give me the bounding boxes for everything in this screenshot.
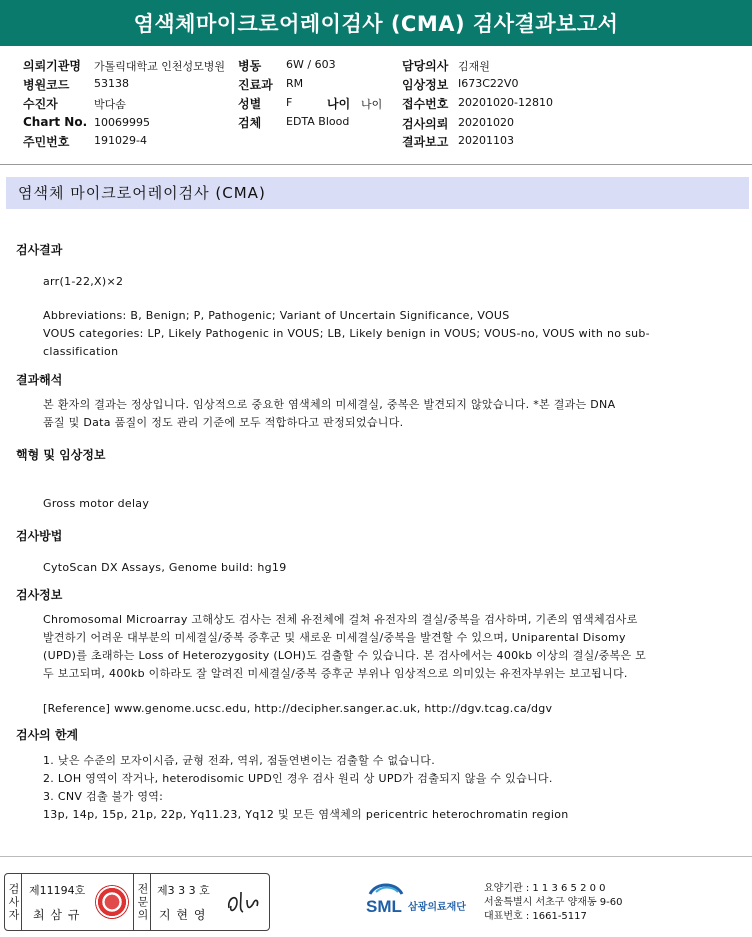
test-info-line-1: Chromosomal Microarray 고해상도 검사는 전체 유전체에 걸쳐 유전자의 결실/중복을 검사하며, 기존의 염색체검사로 bbox=[43, 613, 638, 626]
footer bbox=[0, 858, 752, 937]
age-label: 나이 bbox=[327, 97, 351, 111]
dept-value: RM bbox=[286, 77, 304, 90]
specialist-license: 제3 3 3 호 bbox=[157, 884, 210, 897]
test-info-line-4: 두 보고되며, 400kb 이하라도 잘 알려진 미세결실/중복 증후군 부위나 임상적으로 의미있는 유전자부위는 보고됩니다. bbox=[43, 667, 628, 680]
logo-text: SML bbox=[366, 897, 402, 916]
logo-org-name: 삼광의료재단 bbox=[408, 902, 466, 913]
specimen-value: EDTA Blood bbox=[286, 115, 350, 128]
abbreviations-line: Abbreviations: B, Benign; P, Pathogenic; Variant of Uncertain Significance, VOUS bbox=[43, 309, 510, 322]
org-address: 서울특별시 서초구 양재동 9-60 bbox=[484, 897, 623, 908]
vous-categories-cont: classification bbox=[43, 345, 119, 358]
clinical-info-value: I673C22V0 bbox=[458, 77, 519, 90]
section-banner: 염색체 마이크로어레이검사 (CMA) bbox=[6, 177, 749, 209]
sex-label: 성별 bbox=[238, 97, 262, 111]
method-text: CytoScan DX Assays, Genome build: hg19 bbox=[43, 561, 287, 574]
sml-logo-icon bbox=[366, 880, 478, 916]
test-info-line-3: (UPD)를 초래하는 Loss of Heterozygosity (LOH)도 검출할 수 있습니다. 본 검사에서는 400kb 이상의 결실/중복은 모 bbox=[43, 649, 647, 662]
test-info-line-2: 발견하기 어려운 대부분의 미세결실/중복 증후군 및 새로운 미세결실/중복을 발견할 수 있으며, Uniparental Disomy bbox=[43, 631, 626, 644]
doctor-label: 담당의사 bbox=[402, 59, 449, 73]
ward-label: 병동 bbox=[238, 59, 262, 73]
specialist-vertical-text: 전문의 bbox=[136, 882, 149, 922]
report-date-label: 결과보고 bbox=[402, 135, 449, 149]
interpretation-line-1: 본 환자의 결과는 정상입니다. 임상적으로 중요한 염색체의 미세결실, 중복은 발견되지 않았습니다. *본 결과는 DNA bbox=[43, 398, 616, 411]
org-contact bbox=[484, 882, 623, 924]
request-date-value: 20201020 bbox=[458, 116, 514, 129]
reference-line: [Reference] www.genome.ucsc.edu, http://decipher.sanger.ac.uk, http://dgv.tcag.ca/dgv bbox=[43, 702, 553, 715]
vous-categories-line: VOUS categories: LP, Likely Pathogenic in VOUS; LB, Likely benign in VOUS; VOUS-no, VOUS with no sub- bbox=[43, 327, 650, 340]
chart-no-label: Chart No. bbox=[23, 115, 88, 129]
limitation-item-4: 13p, 14p, 15p, 21p, 22p, Yq11.23, Yq12 및 모든 염색체의 pericentric heterochromatin region bbox=[43, 808, 569, 821]
signature-icon bbox=[225, 888, 261, 918]
specialist-vertical-label bbox=[133, 874, 151, 930]
receipt-value: 20201020-12810 bbox=[458, 96, 553, 109]
receipt-label: 접수번호 bbox=[402, 97, 449, 111]
specimen-label: 검체 bbox=[238, 116, 262, 130]
rrn-value: 191029-4 bbox=[94, 134, 147, 147]
org-phone: 대표번호 : 1661-5117 bbox=[484, 911, 587, 922]
clinical-info-heading: 핵형 및 임상정보 bbox=[16, 448, 106, 462]
method-heading: 검사방법 bbox=[16, 529, 63, 543]
hospital-code-label: 병원코드 bbox=[23, 78, 70, 92]
signature-box bbox=[4, 873, 270, 931]
agency-number: 요양기관 : 1 1 3 6 5 2 0 0 bbox=[484, 883, 606, 894]
test-info-heading: 검사정보 bbox=[16, 588, 63, 602]
report-title: 염색체마이크로어레이검사 (CMA) 검사결과보고서 bbox=[0, 0, 752, 46]
ward-value: 6W / 603 bbox=[286, 58, 336, 71]
chart-no-value: 10069995 bbox=[94, 116, 150, 129]
hospital-code-value: 53138 bbox=[94, 77, 129, 90]
collector-value: 박다솜 bbox=[94, 98, 126, 111]
limitations-heading: 검사의 한계 bbox=[16, 728, 79, 742]
specialist-name: 지 현 영 bbox=[159, 908, 207, 922]
institution-value: 가톨릭대학교 인천성모병원 bbox=[94, 60, 226, 73]
result-heading: 검사결과 bbox=[16, 243, 63, 257]
institution-label: 의뢰기관명 bbox=[23, 59, 81, 73]
clinical-info-label: 임상정보 bbox=[402, 78, 449, 92]
limitation-item-2: 2. LOH 영역이 작거나, heterodisomic UPD인 경우 검사 원리 상 UPD가 검출되지 않을 수 있습니다. bbox=[43, 772, 553, 785]
collector-label: 수진자 bbox=[23, 97, 58, 111]
request-date-label: 검사의뢰 bbox=[402, 117, 449, 131]
result-karyotype: arr(1-22,X)×2 bbox=[43, 275, 124, 288]
examiner-license: 제11194호 bbox=[29, 884, 86, 897]
seal-icon bbox=[95, 885, 129, 919]
doctor-value: 김재원 bbox=[458, 60, 490, 73]
limitation-item-3: 3. CNV 검출 불가 영역: bbox=[43, 790, 164, 803]
age-value: 나이 bbox=[361, 98, 383, 111]
examiner-vertical-label bbox=[5, 874, 22, 930]
footer-divider bbox=[0, 856, 752, 857]
limitation-item-1: 1. 낮은 수준의 모자이시즘, 균형 전좌, 역위, 점돌연변이는 검출할 수 없습니다. bbox=[43, 754, 436, 767]
examiner-name: 최 삼 규 bbox=[33, 908, 81, 922]
patient-info-block bbox=[0, 53, 752, 163]
report-date-value: 20201103 bbox=[458, 134, 514, 147]
interpretation-line-2: 품질 및 Data 품질이 정도 관리 기준에 모두 적합하다고 판정되었습니다. bbox=[43, 416, 404, 429]
sex-value: F bbox=[286, 96, 293, 109]
examiner-vertical-text: 검사자 bbox=[7, 882, 20, 922]
divider bbox=[0, 164, 752, 165]
dept-label: 진료과 bbox=[238, 78, 273, 92]
clinical-info-text: Gross motor delay bbox=[43, 497, 150, 510]
rrn-label: 주민번호 bbox=[23, 135, 70, 149]
interpretation-heading: 결과해석 bbox=[16, 373, 63, 387]
